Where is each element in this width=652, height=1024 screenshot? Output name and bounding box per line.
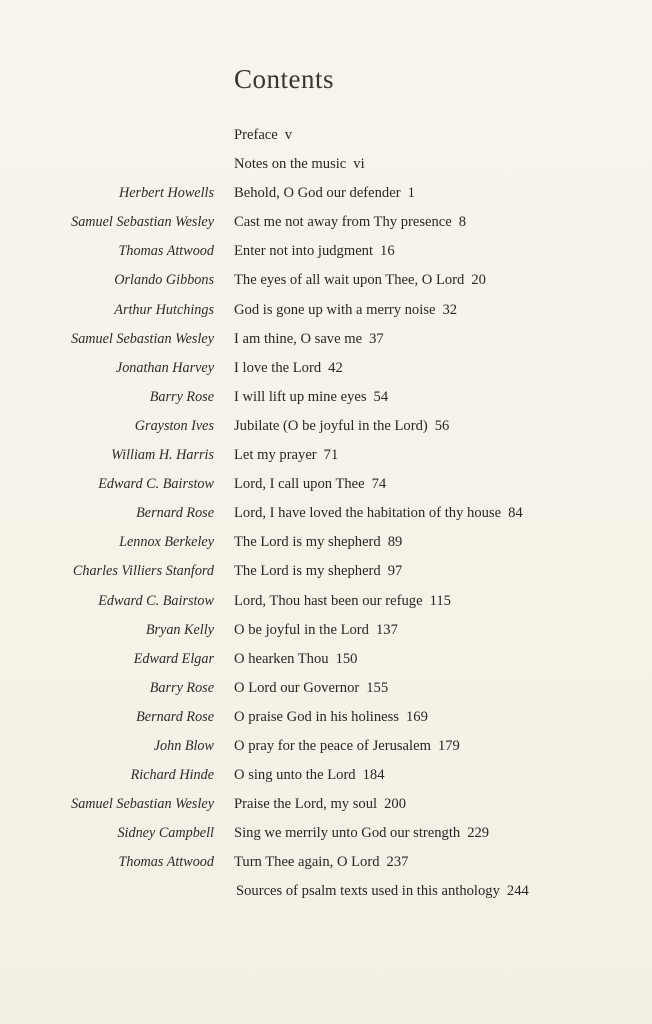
work-entry — [234, 796, 406, 813]
work-title: Sources of psalm texts used in this anthology — [236, 883, 500, 900]
list-item — [0, 822, 652, 851]
page-number: 32 — [442, 301, 458, 318]
composer-name: Thomas Attwood — [118, 243, 214, 260]
work-entry — [234, 476, 386, 493]
page-number: 244 — [506, 883, 529, 900]
work-title: Cast me not away from Thy presence — [234, 214, 452, 231]
work-title: Preface — [234, 127, 278, 143]
list-item — [0, 706, 652, 735]
page-number: 150 — [335, 650, 358, 667]
page-title: Contents — [234, 64, 335, 94]
page-number: 74 — [371, 476, 387, 493]
work-entry — [234, 563, 402, 580]
work-title: Let my prayer — [234, 447, 317, 464]
work-title: O pray for the peace of Jerusalem — [234, 737, 431, 754]
page-number: 169 — [405, 708, 428, 725]
work-entry — [234, 302, 457, 319]
work-entry — [234, 738, 460, 755]
work-title: Notes on the music — [234, 156, 347, 173]
composer-name: Barry Rose — [149, 679, 214, 696]
work-title: O sing unto the Lord — [234, 767, 356, 784]
work-title: Behold, O God our defender — [234, 185, 401, 202]
work-title: O praise God in his holiness — [234, 708, 399, 725]
list-item — [0, 619, 652, 648]
page-number: 16 — [380, 243, 395, 260]
list-item — [0, 211, 652, 240]
composer-name: Orlando Gibbons — [114, 272, 214, 289]
list-item — [0, 590, 652, 619]
list-item — [0, 793, 652, 822]
page-number: 179 — [437, 737, 460, 754]
page-number: 84 — [508, 505, 523, 522]
composer-name: Edward C. Bairstow — [98, 592, 214, 609]
work-entry — [234, 534, 402, 551]
work-title: I love the Lord — [234, 359, 322, 376]
list-item — [0, 648, 652, 677]
composer-name: Bryan Kelly — [145, 621, 214, 638]
composer-name: Edward Elgar — [133, 650, 214, 667]
composer-name: Bernard Rose — [136, 505, 214, 522]
work-title: Lord, I call upon Thee — [234, 476, 365, 493]
list-item — [0, 764, 652, 793]
work-title: The Lord is my shepherd — [234, 563, 381, 580]
list-item — [0, 531, 652, 560]
list-item — [0, 880, 652, 909]
composer-name: Samuel Sebastian Wesley — [71, 796, 214, 813]
work-entry — [234, 360, 343, 377]
composer-name: Grayston Ives — [134, 417, 214, 434]
list-item — [0, 735, 652, 764]
composer-name: Richard Hinde — [130, 767, 214, 784]
composer-name: Edward C. Bairstow — [98, 476, 214, 493]
list-item — [0, 502, 652, 531]
work-title: Turn Thee again, O Lord — [234, 854, 380, 871]
work-title: Lord, Thou hast been our refuge — [234, 592, 423, 609]
work-title: O be joyful in the Lord — [234, 621, 369, 638]
page-number: 200 — [384, 796, 406, 813]
page-number: 237 — [386, 854, 409, 871]
work-entry — [234, 825, 489, 842]
work-entry — [234, 651, 357, 668]
page-number: vi — [353, 156, 365, 173]
work-title: I am thine, O save me — [234, 330, 363, 347]
list-item — [0, 357, 652, 386]
page-number: 1 — [407, 185, 415, 202]
work-entry — [234, 214, 466, 231]
work-entry — [234, 127, 292, 144]
composer-name: Samuel Sebastian Wesley — [71, 330, 214, 347]
composer-name: Thomas Attwood — [118, 854, 214, 871]
work-title: Enter not into judgment — [234, 243, 374, 260]
list-item — [0, 124, 652, 153]
page-number: 229 — [467, 825, 490, 842]
work-entry — [234, 593, 451, 610]
composer-name: Sidney Campbell — [117, 825, 214, 842]
page-number: 155 — [366, 679, 389, 696]
list-item — [0, 444, 652, 473]
work-title: God is gone up with a merry noise — [234, 301, 436, 318]
list-item — [0, 182, 652, 211]
list-item — [0, 240, 652, 269]
composer-name: John Blow — [153, 737, 214, 754]
work-title: O Lord our Governor — [234, 679, 360, 696]
page-number: 8 — [458, 214, 467, 231]
list-item — [0, 328, 652, 357]
work-entry — [234, 680, 388, 697]
list-item — [0, 560, 652, 589]
work-entry — [234, 156, 365, 173]
work-entry — [234, 272, 486, 289]
page-number: 42 — [328, 359, 343, 376]
page-number: 89 — [387, 534, 403, 551]
composer-name: Samuel Sebastian Wesley — [71, 214, 214, 231]
page-number: 97 — [387, 563, 403, 580]
list-item — [0, 386, 652, 415]
work-title: The Lord is my shepherd — [234, 534, 381, 551]
page-number: 56 — [434, 417, 450, 434]
work-entry — [234, 418, 449, 435]
contents-list — [0, 124, 652, 910]
work-entry — [234, 767, 385, 784]
list-item — [0, 677, 652, 706]
page-number: 184 — [362, 767, 385, 784]
list-item — [0, 153, 652, 182]
list-item — [0, 473, 652, 502]
composer-name: Charles Villiers Stanford — [72, 563, 214, 580]
page-number: v — [284, 127, 293, 143]
work-title: Lord, I have loved the habitation of thy house — [234, 505, 502, 522]
list-item — [0, 415, 652, 444]
composer-name: Jonathan Harvey — [115, 359, 214, 376]
list-item — [0, 269, 652, 298]
page-number: 54 — [373, 388, 389, 405]
composer-name: Arthur Hutchings — [114, 301, 214, 318]
work-entry — [234, 505, 523, 522]
page-number: 37 — [369, 330, 384, 347]
list-item — [0, 851, 652, 880]
composer-name: William H. Harris — [111, 447, 214, 464]
work-entry — [234, 447, 338, 464]
work-entry — [234, 389, 388, 406]
work-entry — [234, 243, 395, 260]
composer-name: Bernard Rose — [136, 708, 214, 725]
work-entry — [236, 883, 529, 900]
work-entry — [234, 331, 384, 348]
work-entry — [234, 854, 408, 871]
composer-name: Lennox Berkeley — [119, 534, 214, 551]
page-number: 71 — [323, 447, 339, 464]
page-number: 115 — [429, 592, 451, 609]
work-title: Praise the Lord, my soul — [234, 796, 378, 813]
work-title: I will lift up mine eyes — [234, 388, 367, 405]
work-entry — [234, 622, 398, 639]
work-entry — [234, 709, 428, 726]
work-title: Jubilate (O be joyful in the Lord) — [234, 417, 428, 434]
page-number: 20 — [471, 272, 486, 289]
work-entry — [234, 185, 415, 202]
composer-name: Barry Rose — [149, 388, 214, 405]
composer-name: Herbert Howells — [119, 185, 214, 202]
work-title: Sing we merrily unto God our strength — [234, 825, 461, 842]
list-item — [0, 299, 652, 328]
work-title: O hearken Thou — [234, 650, 329, 667]
page-number: 137 — [375, 621, 398, 638]
work-title: The eyes of all wait upon Thee, O Lord — [234, 272, 465, 289]
